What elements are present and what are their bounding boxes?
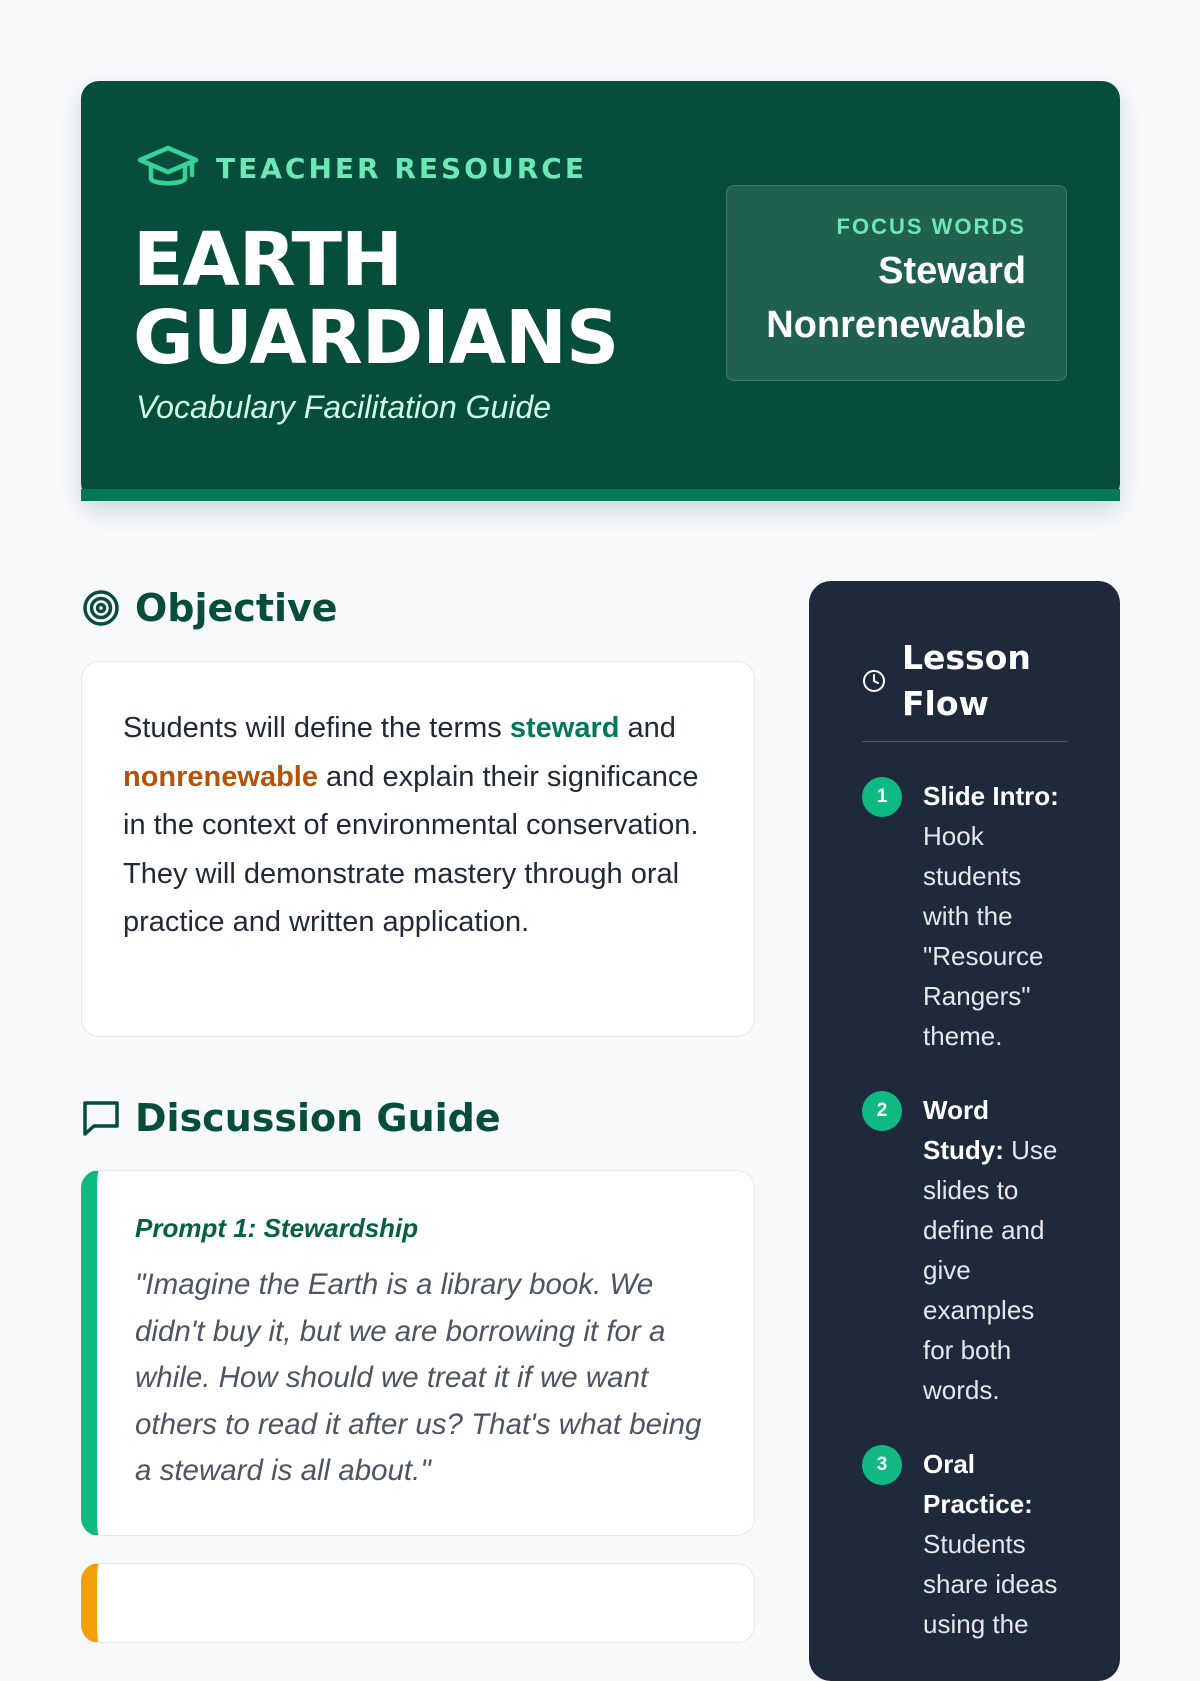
step-title: Slide Intro:: [923, 781, 1059, 811]
lesson-step: [862, 776, 1120, 1056]
eyebrow-label: TEACHER RESOURCE: [216, 151, 587, 185]
prompt-quote: "Imagine the Earth is a library book. We didn't buy it, but we are borrowing it for a while. How should we treat it if we want others to read it after us? That's what being a steward is all about.": [135, 1268, 702, 1487]
lesson-step: [862, 1444, 1120, 1644]
title-line-2: GUARDIANS: [133, 295, 619, 381]
term-steward: steward: [509, 712, 620, 744]
clock-icon: [862, 669, 886, 693]
page-title: [133, 217, 619, 381]
eyebrow: [136, 143, 587, 193]
objective-text-start: Students will define the terms: [123, 712, 510, 744]
objective-text-mid: and: [619, 712, 676, 744]
objective-text-end: and explain their significance in the context of environmental conservation. They will demonstrate mastery through oral practice and written application.: [123, 760, 699, 938]
hero-accent-stripe: [81, 489, 1120, 501]
prompt-card-next: [81, 1563, 755, 1643]
objective-text: [123, 704, 714, 947]
lesson-flow-heading: [862, 635, 1068, 742]
lesson-flow-title: Lesson Flow: [902, 638, 1031, 723]
prompt-label: Prompt 1: Stewardship: [135, 1213, 419, 1243]
step-title: Oral Practice:: [923, 1449, 1033, 1519]
term-nonrenewable: nonrenewable: [123, 760, 318, 793]
focus-words-box: [726, 185, 1067, 381]
lesson-step: [862, 1090, 1120, 1410]
discussion-title: Discussion Guide: [135, 1096, 501, 1140]
step-number: 2: [862, 1091, 902, 1131]
step-title: Word Study:: [923, 1095, 1004, 1165]
focus-word-steward: Steward: [878, 250, 1026, 292]
objective-title: Objective: [135, 586, 338, 630]
graduation-cap-icon: [136, 143, 200, 193]
step-description: Use slides to define and give examples for both words.: [923, 1135, 1058, 1405]
step-number: 1: [862, 777, 902, 817]
step-text: [923, 776, 1068, 1056]
step-description: Students share ideas using the: [923, 1529, 1058, 1639]
step-description: Hook students with the "Resource Rangers" theme.: [923, 821, 1044, 1051]
target-icon: [81, 588, 121, 628]
focus-words-label: FOCUS WORDS: [836, 214, 1026, 239]
focus-word-nonrenewable: Nonrenewable: [766, 304, 1026, 346]
chat-bubble-icon: [81, 1098, 121, 1138]
objective-heading: [81, 586, 338, 630]
step-number: 3: [862, 1445, 902, 1485]
step-text: [923, 1444, 1068, 1644]
hero-banner: [81, 81, 1120, 501]
page-subtitle: Vocabulary Facilitation Guide: [136, 389, 552, 425]
title-line-1: EARTH: [133, 217, 402, 303]
lesson-flow-panel: [809, 581, 1120, 1681]
discussion-heading: [81, 1096, 501, 1140]
step-text: [923, 1090, 1068, 1410]
prompt-card: [81, 1170, 755, 1536]
objective-card: [81, 661, 755, 1037]
